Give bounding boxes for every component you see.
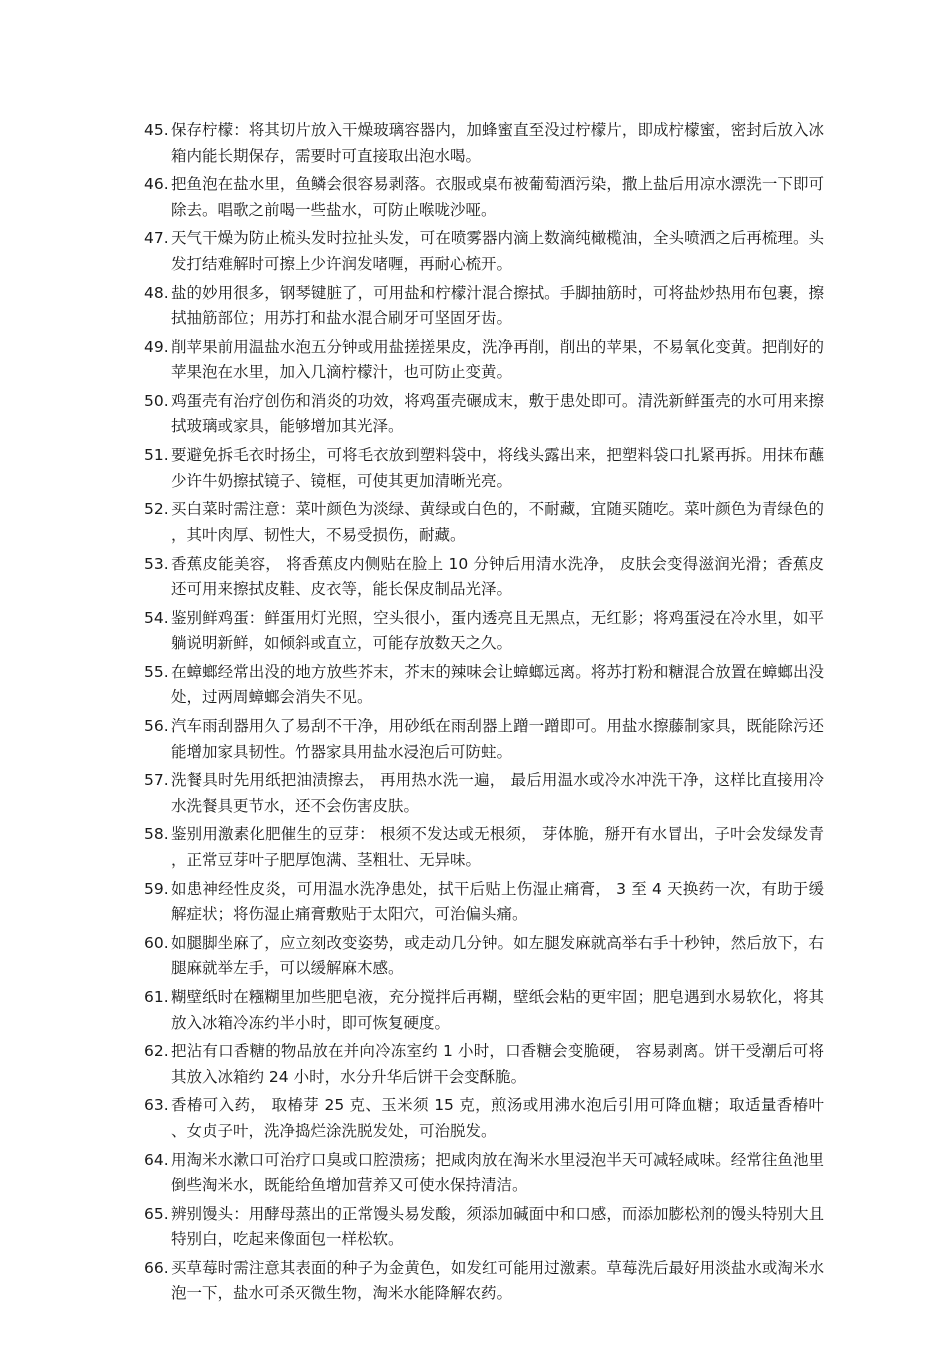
item-number: 64. [144, 1150, 169, 1169]
list-item [144, 226, 824, 277]
item-number: 61. [144, 988, 169, 1006]
item-number: 59. [144, 879, 169, 898]
item-number: 53. [144, 554, 169, 573]
item-number: 65. [144, 1204, 169, 1223]
item-text: 如患神经性皮炎，可用温水洗净患处，拭干后贴上伤湿止痛膏， 3 至 4 天换药一次，有助于缓解症状；将伤湿止痛膏敷贴于太阳穴，可治偏头痛。 [171, 879, 824, 924]
item-text: 买草莓时需注意其表面的种子为金黄色，如发红可能用过激素。草莓洗后最好用淡盐水或淘米水泡一下，盐水可杀灭微生物，淘米水能降解农药。 [171, 1258, 824, 1303]
item-text: 把沾有口香糖的物品放在并向冷冻室约 1 小时，口香糖会变脆硬， 容易剥离。饼干受潮后可将其放入冰箱约 24 小时，水分升华后饼干会变酥脆。 [171, 1042, 824, 1086]
list-item [144, 985, 824, 1036]
list-item [144, 552, 824, 603]
item-number: 56. [144, 717, 169, 736]
list-item [144, 497, 824, 548]
item-number: 63. [144, 1096, 169, 1115]
list-item [144, 768, 824, 819]
document-page [144, 118, 824, 1310]
list-item [144, 822, 824, 873]
item-text: 洗餐具时先用纸把油渍擦去， 再用热水洗一遍， 最后用温水或冷水冲洗干净，这样比直接用冷水洗餐具更节水，还不会伤害皮肤。 [171, 771, 824, 815]
item-text: 糊壁纸时在糨糊里加些肥皂液，充分搅拌后再糊，壁纸会粘的更牢固；肥皂遇到水易软化，将其放入冰箱冷冻约半小时，即可恢复硬度。 [171, 988, 824, 1032]
item-number: 45. [144, 121, 169, 139]
item-number: 52. [144, 500, 169, 519]
list-item [144, 1148, 824, 1199]
item-number: 49. [144, 337, 169, 356]
list-item [144, 281, 824, 332]
item-text: 鉴别用激素化肥催生的豆芽： 根须不发达或无根须， 芽体脆，掰开有水冒出，子叶会发绿发青，正常豆芽叶子肥厚饱满、茎粗壮、无异味。 [171, 825, 824, 869]
list-item [144, 335, 824, 386]
item-number: 60. [144, 933, 169, 952]
item-text: 用淘米水漱口可治疗口臭或口腔溃疡；把咸肉放在淘米水里浸泡半天可减轻咸味。经常往鱼池里倒些淘米水，既能给鱼增加营养又可使水保持清洁。 [171, 1150, 824, 1195]
item-text: 鉴别鲜鸡蛋：鲜蛋用灯光照，空头很小，蛋内透亮且无黑点，无红影；将鸡蛋浸在冷水里，如平躺说明新鲜，如倾斜或直立，可能存放数天之久。 [171, 608, 824, 653]
item-text: 要避免拆毛衣时扬尘，可将毛衣放到塑料袋中，将线头露出来，把塑料袋口扎紧再拆。用抹布蘸少许牛奶擦拭镜子、镜框，可使其更加清晰光亮。 [171, 446, 824, 490]
item-number: 50. [144, 391, 169, 410]
list-item [144, 931, 824, 982]
list-item [144, 660, 824, 711]
item-text: 保存柠檬：将其切片放入干燥玻璃容器内，加蜂蜜直至没过柠檬片，即成柠檬蜜，密封后放入冰箱内能长期保存，需要时可直接取出泡水喝。 [171, 121, 824, 165]
list-item [144, 877, 824, 928]
item-number: 62. [144, 1042, 169, 1061]
item-text: 鸡蛋壳有治疗创伤和消炎的功效，将鸡蛋壳碾成末，敷于患处即可。清洗新鲜蛋壳的水可用来擦拭玻璃或家具，能够增加其光泽。 [171, 391, 824, 436]
item-text: 如腿脚坐麻了，应立刻改变姿势，或走动几分钟。如左腿发麻就高举右手十秒钟，然后放下，右腿麻就举左手，可以缓解麻木感。 [171, 933, 824, 978]
item-number: 58. [144, 825, 169, 844]
item-text: 削苹果前用温盐水泡五分钟或用盐搓搓果皮，洗净再削，削出的苹果，不易氧化变黄。把削好的苹果泡在水里，加入几滴柠檬汁，也可防止变黄。 [171, 337, 824, 382]
list-item [144, 118, 824, 169]
list-item [144, 443, 824, 494]
list-item [144, 1039, 824, 1090]
item-text: 辨别馒头：用酵母蒸出的正常馒头易发酸，须添加碱面中和口感，而添加膨松剂的馒头特别大且特别白，吃起来像面包一样松软。 [171, 1204, 824, 1249]
item-number: 48. [144, 283, 169, 302]
list-item [144, 1202, 824, 1253]
list-item [144, 1256, 824, 1307]
item-text: 买白菜时需注意：菜叶颜色为淡绿、黄绿或白色的，不耐藏，宜随买随吃。菜叶颜色为青绿色的，其叶肉厚、韧性大，不易受损伤，耐藏。 [171, 500, 824, 544]
item-text: 汽车雨刮器用久了易刮不干净，用砂纸在雨刮器上蹭一蹭即可。用盐水擦藤制家具，既能除污还能增加家具韧性。竹器家具用盐水浸泡后可防蛀。 [171, 717, 824, 761]
item-number: 46. [144, 175, 169, 194]
list-item [144, 389, 824, 440]
item-text: 把鱼泡在盐水里，鱼鳞会很容易剥落。衣服或桌布被葡萄酒污染，撒上盐后用凉水漂洗一下即可除去。唱歌之前喝一些盐水，可防止喉咙沙哑。 [171, 175, 824, 219]
item-number: 51. [144, 446, 169, 465]
item-text: 香蕉皮能美容， 将香蕉皮内侧贴在脸上 10 分钟后用清水洗净， 皮肤会变得滋润光滑；香蕉皮还可用来擦拭皮鞋、皮衣等，能长保皮制品光泽。 [171, 554, 824, 598]
item-text: 盐的妙用很多，钢琴键脏了，可用盐和柠檬汁混合擦拭。手脚抽筋时，可将盐炒热用布包裹，擦拭抽筋部位；用苏打和盐水混合刷牙可坚固牙齿。 [171, 283, 824, 328]
item-text: 天气干燥为防止梳头发时拉扯头发，可在喷雾器内滴上数滴纯橄榄油，全头喷洒之后再梳理。头发打结难解时可擦上少许润发啫喱，再耐心梳开。 [171, 229, 824, 273]
item-text: 香椿可入药， 取椿芽 25 克、玉米须 15 克，煎汤或用沸水泡后引用可降血糖；取适量香椿叶、女贞子叶，洗净捣烂涂洗脱发处，可治脱发。 [171, 1096, 824, 1140]
item-number: 47. [144, 229, 169, 248]
item-number: 55. [144, 662, 169, 681]
item-number: 57. [144, 771, 169, 790]
list-item [144, 172, 824, 223]
item-number: 66. [144, 1258, 169, 1277]
item-text: 在蟑螂经常出没的地方放些芥末，芥末的辣味会让蟑螂远离。将苏打粉和糖混合放置在蟑螂出没处，过两周蟑螂会消失不见。 [171, 662, 824, 707]
list-item [144, 606, 824, 657]
list-item [144, 714, 824, 765]
list-item [144, 1093, 824, 1144]
item-number: 54. [144, 608, 169, 627]
